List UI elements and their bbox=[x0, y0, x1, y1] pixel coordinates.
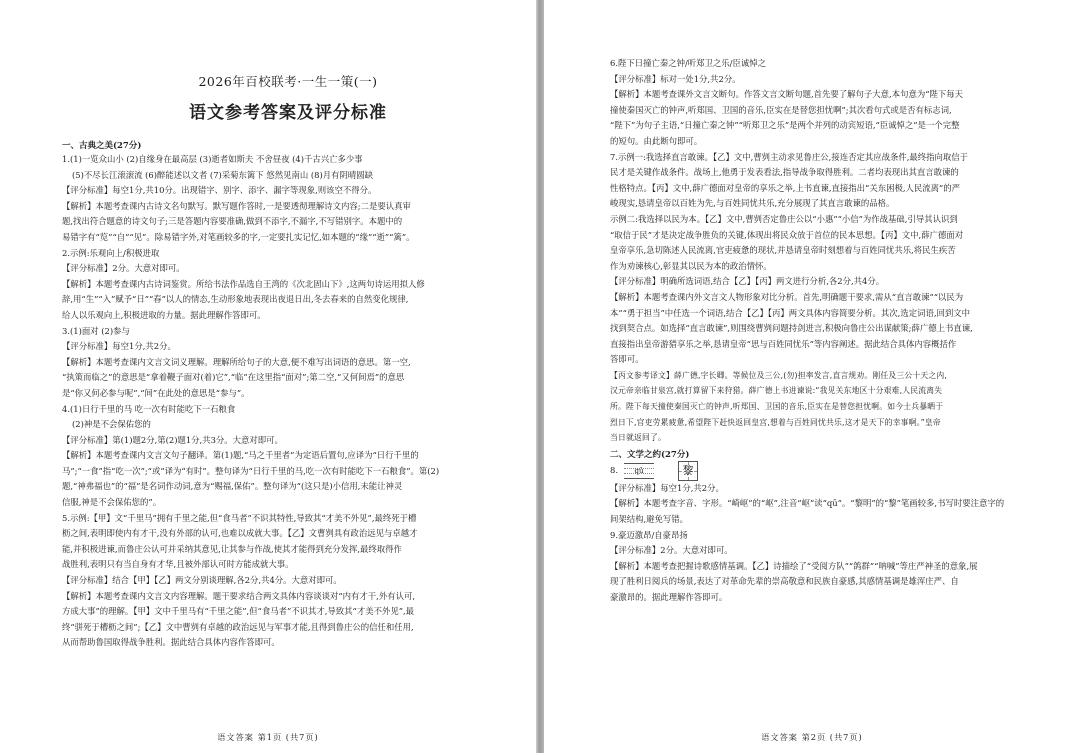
text-line: “取信于民”才是决定战争胜负的关键,体现出将民众放于首位的民本思想。【丙】文中,薛广德面对 bbox=[610, 229, 964, 240]
text-line: 【评分标准】结合【甲】【乙】两文分别谈理解,各2分,共4分。大意对即可。 bbox=[62, 575, 342, 586]
text-line: 给人以乐观向上,积极进取的力量。据此理解作答即可。 bbox=[62, 309, 266, 320]
text-line: 【解析】本题考查课内文言文句子翻译。第(1)题,“马之千里者”为定语后置句,应译为“日行千里的 bbox=[62, 450, 419, 461]
text-line: 2.示例:乐观向上/积极进取 bbox=[62, 247, 160, 258]
text-line: 【解析】本题考查课内文言文内容理解。题干要求结合两文具体内容谈谈对“内有才干,外有认可, bbox=[62, 590, 415, 601]
text-line: 方成大事”的理解。【甲】文中千里马有“千里之能”,但“食马者”不识其才,导致其“才美不外见”,最 bbox=[62, 606, 415, 617]
text-line: 【评分标准】每空1分,共2分。 bbox=[62, 341, 176, 352]
text-line: 【解析】本题考查课内古诗词鉴赏。所给书法作品选自王湾的《次北固山下》,这两句诗运用拟人修 bbox=[62, 278, 425, 289]
text-line: 性格特点。【丙】文中,薛广德面对皇帝的享乐之举,上书直谏,直接指出“关东困极,人民流离”的严 bbox=[610, 182, 961, 193]
question-8-label: 8. bbox=[610, 465, 618, 476]
text-line: 【评分标准】第(1)题2分,第(2)题1分,共3分。大意对即可。 bbox=[62, 434, 283, 445]
text-line: 本”“勇于担当”中任选一个词语,结合【乙】【丙】两文具体内容简要分析。其次,选定词语,回到文中 bbox=[610, 307, 971, 318]
exam-name: 2026年百校联考·一生一策(一) bbox=[198, 74, 378, 89]
document-title: 语文参考答案及评分标准 bbox=[189, 103, 387, 123]
text-line: 是“你又何必参与呢”,“间”在此处的意思是“参与”。 bbox=[62, 387, 250, 398]
text-line: 枥之间,表明即使内有才干,没有外部的认可,也难以成就大事。【乙】文曹刿具有政治远见与卓越才 bbox=[62, 528, 418, 539]
text-line: 的短句。由此断句即可。 bbox=[610, 135, 703, 146]
text-line: 直接指出皇帝游猎享乐之举,恳请皇帝“思与百姓同忧乐”等内容阐述。据此结合具体内容概括作 bbox=[610, 338, 957, 349]
text-line: 【评分标准】每空1分,共10分。出现错字、别字、添字、漏字等现象,则该空不得分。 bbox=[62, 185, 377, 196]
page-2-body-top bbox=[610, 56, 1060, 460]
text-line: 9.豪迈激昂/自豪昂扬 bbox=[610, 529, 688, 540]
answer-page-2 bbox=[544, 0, 1080, 753]
text-line: 答即可。 bbox=[610, 354, 644, 365]
text-line: 【解析】本题考查课内古诗文名句默写。默写题作答时,一是要透彻理解诗文内容;二是要认真审 bbox=[62, 200, 411, 211]
text-line: 能,并积极进谏,而鲁庄公认可并采纳其意见,让其参与作战,使其才能得到充分发挥,最终取得作 bbox=[62, 543, 402, 554]
text-line: 7.示例一:我选择直言敢谏。【乙】文中,曹刿主动求见鲁庄公,接连否定其应战条件,最终指向取信于 bbox=[610, 151, 968, 162]
text-line: 易错字有“览”“自”“见”。除易错字外,对笔画较多的字,一定要扎实记忆,如本题的“缘”“逝”“篱”。 bbox=[62, 231, 415, 242]
text-line: 撞使秦国灭亡的钟声,听郑国、卫国的音乐,臣实在是替您担忧啊”;其次看句式或是否有标志词, bbox=[610, 104, 952, 115]
page-2-footer: 语文答案 第2页 (共7页) bbox=[761, 732, 863, 742]
page-2-body-bottom bbox=[610, 481, 1060, 606]
text-line: 【解析】本题考查把握诗歌感情基调。【乙】诗描绘了“受阅方队”“鸽群”“呐喊”等庄严神圣的意象,展 bbox=[610, 560, 978, 571]
text-line: 【评分标准】2分。大意对即可。 bbox=[610, 545, 733, 556]
text-line: 【评分标准】每空1分,共2分。 bbox=[610, 482, 724, 493]
text-line: 1.(1)一览众山小 (2)自缘身在最高层 (3)逝者如斯夫 不舍昼夜 (4)千古兴亡多少事 bbox=[62, 154, 363, 164]
character-answer: 黎 bbox=[682, 463, 694, 477]
text-line: 作为劝谏核心,彰显其以民为本的政治情怀。 bbox=[610, 260, 772, 271]
page-1-footer: 语文答案 第1页 (共7页) bbox=[217, 732, 319, 742]
pinyin-answer-box bbox=[624, 463, 654, 479]
text-line: 【评分标准】2分。大意对即可。 bbox=[62, 263, 185, 274]
text-line: 战胜利,表明只有当自身有才华,且被外部认可时方能成就大事。 bbox=[62, 559, 294, 570]
text-line: 烈日下,官吏劳累疲惫,希望陛下赶快返回皇宫,想着与百姓同忧共乐,这才是天下的幸事啊。”皇帝 bbox=[610, 417, 941, 427]
text-line: 3.(1)面对 (2)参与 bbox=[62, 325, 130, 336]
text-line: 豪激昂的。据此理解作答即可。 bbox=[610, 592, 728, 602]
text-line: 当日就返回了。 bbox=[610, 433, 666, 443]
text-line: “陛下”为句子主语,“日撞亡秦之钟”“听郑卫之乐”是两个并列的动宾短语,“臣诚悼之”是一个完整 bbox=[610, 120, 960, 131]
text-line: 4.(1)日行千里的马 吃一次有时能吃下一石粮食 bbox=[62, 403, 236, 414]
text-line: 信服,神是不会保佑您的”。 bbox=[62, 497, 162, 508]
text-line: 【解析】本题考查课外文言文断句。作答文言文断句题,首先要了解句子大意,本句意为“陛下每天 bbox=[610, 89, 963, 100]
text-line: 民才是关键作战条件。战场上,他勇于发表看法,指导战争取得胜利。二者均表现出其直言敢谏的 bbox=[610, 167, 959, 178]
text-line: 终“骈死于槽枥之间”;【乙】文中曹刿有卓越的政治远见与军事才能,且得到鲁庄公的信任和任用, bbox=[62, 621, 414, 632]
text-line: 【评分标准】明确所选词语,结合【乙】【丙】两文进行分析,各2分,共4分。 bbox=[610, 276, 885, 287]
text-line: 【解析】本题考查课内外文言文人物形象对比分析。首先,明确题干要求,需从“直言敢谏”“以民为 bbox=[610, 291, 964, 302]
section-heading-classical: 一、古典之美(27分) bbox=[62, 141, 142, 151]
text-line: (2)神是不会保佑您的 bbox=[72, 419, 151, 430]
text-line: 汉元帝亲临甘泉宫,就打算留下来狩猎。薛广德上书进谏说:“我见关东地区十分艰难,人民流离失 bbox=[610, 386, 943, 396]
text-line: 示例二:我选择以民为本。【乙】文中,曹刿否定鲁庄公以“小惠”“小信”为作战基础,引导其认识到 bbox=[610, 213, 958, 224]
text-line: 题,找出符合题意的诗文句子;三是答题内容要准确,做到不添字,不漏字,不写错别字。本题中的 bbox=[62, 216, 403, 227]
text-line: 找到契合点。如选择“直言敢谏”,则围绕曹刿问题持剑进言,积极向鲁庄公出谋献策;薛广德上书直谏, bbox=[610, 323, 973, 334]
text-line: 二、文学之约(27分) bbox=[610, 449, 690, 460]
text-line: (5)不尽长江滚滚流 (6)醉能述以文者 (7)采菊东篱下 悠然见南山 (8)月有阴晴圆缺 bbox=[72, 169, 373, 180]
text-line: 皇帝享乐,急切陈述人民流离,官吏疲惫的现状,并恳请皇帝时刻想着与百姓同忧共乐,将民生疾苦 bbox=[610, 245, 956, 256]
question-8-row bbox=[610, 461, 1060, 481]
text-line: “执策而临之”的意思是“拿着鞭子面对(着)它”,“临”在这里指“面对”;第二空,“又何间焉”的意思 bbox=[62, 372, 405, 383]
text-line: 【丙文参考译文】薛广德,字长卿。等候位及三公,(勿)担率发言,直言规劝。刚任及三公十天之内, bbox=[610, 370, 948, 380]
text-line: 【解析】本题考查字音、字形。“崎岖”的“岖”,注音“岖”读“qū”。“黎明”的“黎”笔画较多,书写时要注意字的 bbox=[610, 498, 1005, 509]
text-line: 【评分标准】标对一处1分,共2分。 bbox=[610, 73, 741, 84]
book-gutter bbox=[536, 0, 544, 753]
text-line: 从而帮助鲁国取得战争胜利。据此结合具体内容作答即可。 bbox=[62, 637, 280, 648]
text-line: 现了胜利日阅兵的场景,表达了对革命先辈的崇高敬意和民族自豪感,其感情基调是雄浑庄严、自 bbox=[610, 576, 959, 587]
text-line: 题,“神弗福也”的“福”是名词作动词,意为“赐福,保佑”。整句译为“(这只是)小信用,未能让神灵 bbox=[62, 481, 403, 492]
pinyin-answer: qū bbox=[634, 466, 644, 475]
text-line: 间架结构,避免写错。 bbox=[610, 514, 689, 525]
text-line: 辞,用“生”“入”赋予“日”“春”以人的情态,生动形象地表现出夜退日出,冬去春来的自然变化规律, bbox=[62, 294, 409, 305]
text-line: 所。陛下每天撞使秦国灭亡的钟声,听郑国、卫国的音乐,臣实在是替您担忧啊。如今士兵暴晒于 bbox=[610, 402, 944, 412]
character-answer-box bbox=[678, 461, 698, 481]
page-1-body bbox=[62, 152, 514, 651]
text-line: 6.陛下日撞亡秦之钟/听郑卫之乐/臣诚悼之 bbox=[610, 58, 767, 68]
answer-page-1 bbox=[0, 0, 536, 753]
text-line: 马”;“一食”指“吃一次”;“或”译为“有时”。整句译为“日行千里的马,吃一次有时能吃下一石粮食”。第(2) bbox=[62, 465, 440, 476]
text-line: 5.示例:【甲】文“千里马”拥有千里之能,但“食马者”不识其特性,导致其“才美不外见”,最终死于槽 bbox=[62, 512, 417, 523]
text-line: 【解析】本题考查课内文言文词义理解。理解所给句子的大意,便不难写出词语的意思。第一空, bbox=[62, 356, 411, 367]
text-line: 峻现实,恳请皇帝以百姓为先,与百姓同忧共乐,充分展现了其直言敢谏的品格。 bbox=[610, 198, 895, 209]
